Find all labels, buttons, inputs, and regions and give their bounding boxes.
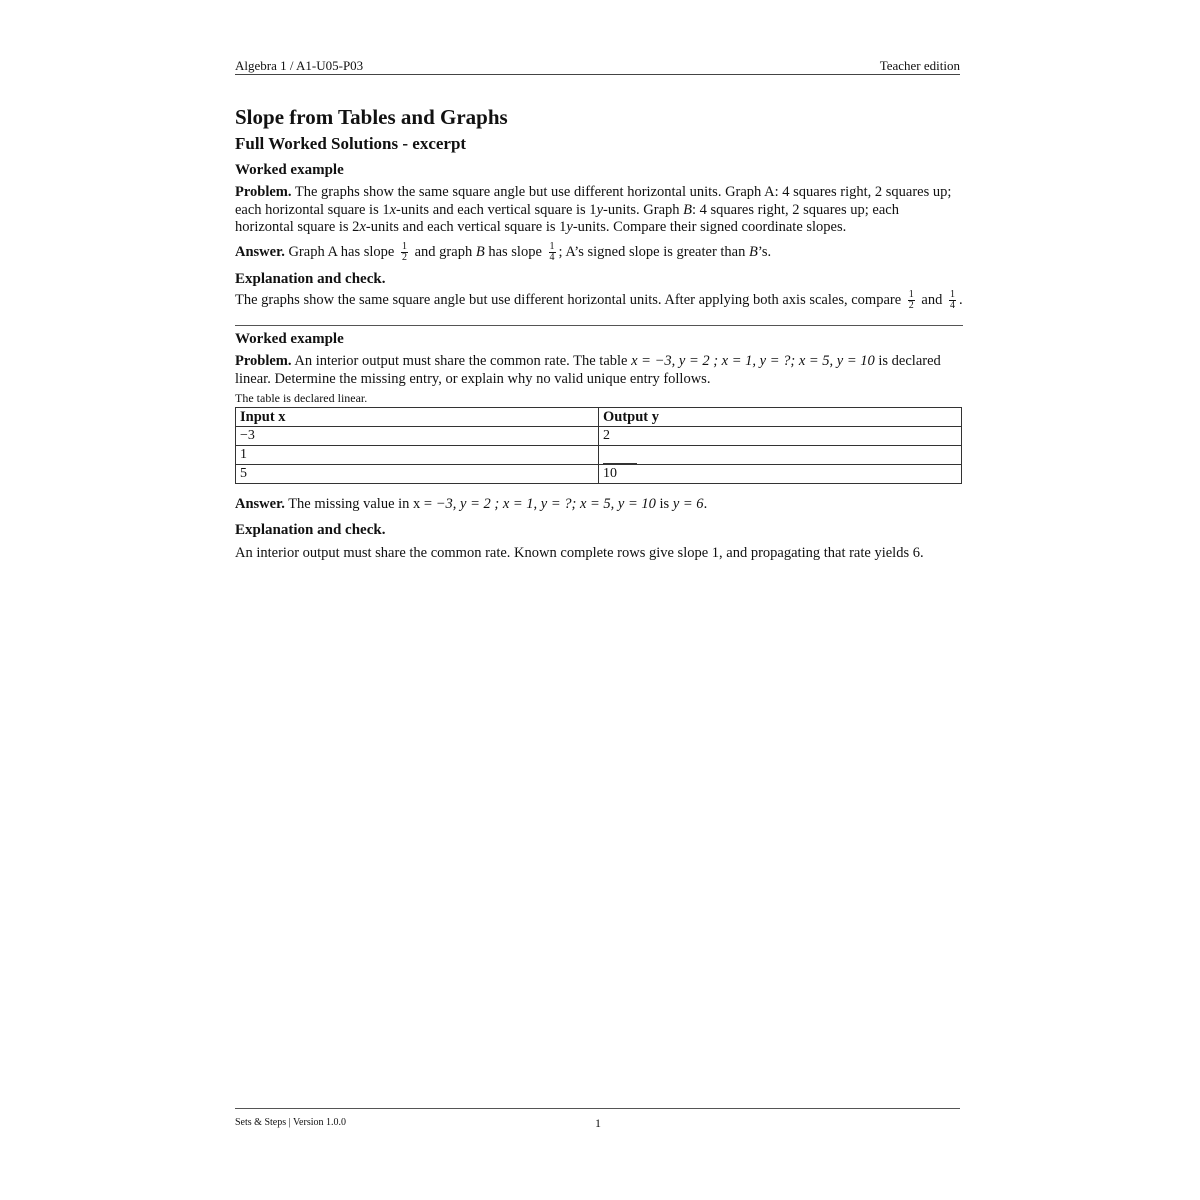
table-cell: 2: [599, 427, 962, 446]
math-var: B: [748, 243, 758, 260]
section-divider: [235, 325, 963, 326]
page-title: Slope from Tables and Graphs: [235, 105, 508, 129]
math-var: B: [683, 201, 692, 218]
math-var: y: [596, 201, 603, 218]
explanation-text: The graphs show the same square angle but use different horizontal units. After applying both axis scales, compare: [235, 291, 902, 308]
explanation-text: An interior output must share the common rate. Known complete rows give slope: [235, 545, 709, 561]
column-header-input: Input x: [236, 408, 599, 427]
numerator: 1: [949, 289, 955, 300]
problem-label: Problem.: [235, 184, 292, 200]
example2-problem: [235, 353, 965, 388]
problem-text: linear. Determine the missing entry, or explain why no valid unique entry follows.: [235, 370, 711, 387]
page-footer: [235, 1108, 960, 1130]
table-cell-missing: [599, 446, 962, 465]
example1-answer: [235, 242, 965, 263]
explanation-text: .: [919, 545, 924, 561]
example2-heading: Worked example: [235, 331, 344, 347]
example1-explanation: [235, 290, 965, 311]
table-cell: 10: [599, 465, 962, 484]
example2-explanation-heading: Explanation and check.: [235, 522, 386, 538]
math-var: B: [475, 243, 485, 260]
answer-label: Answer.: [235, 496, 285, 512]
answer-text: ; A’s signed slope is greater than: [558, 243, 746, 260]
example2-answer: [235, 496, 965, 514]
table-row: [236, 427, 962, 446]
problem-text: horizontal square is 2: [235, 219, 360, 235]
page-number: 1: [595, 1116, 601, 1130]
running-header: [235, 58, 960, 75]
problem-text: -units and each vertical square is 1: [365, 219, 567, 235]
math-expression: −3, y = 2 ; x = 1, y = ?; x = 5, y = 10: [435, 496, 656, 512]
answer-text: The missing value in x =: [288, 496, 433, 512]
problem-line-1: The graphs show the same square angle but use different horizontal units. Graph A: 4 squares right, 2 squares up;: [294, 184, 952, 200]
page-subtitle: Full Worked Solutions - excerpt: [235, 134, 467, 153]
problem-label: Problem.: [235, 353, 292, 369]
table-cell: 5: [236, 465, 599, 484]
answer-label: Answer.: [235, 243, 285, 260]
answer-text: .: [703, 496, 708, 512]
example1-heading: Worked example: [235, 162, 344, 178]
table-row: [236, 465, 962, 484]
problem-text: An interior output must share the common rate. The table: [294, 353, 628, 369]
denominator: 2: [908, 300, 914, 311]
column-header-output: Output y: [599, 408, 962, 427]
edition-label: Teacher edition: [879, 58, 960, 73]
table-row: [236, 446, 962, 465]
problem-text: -units. Compare their signed coordinate slopes.: [572, 219, 847, 235]
math-var: x: [389, 201, 397, 218]
numerator: 1: [549, 241, 555, 252]
example1-explanation-heading: Explanation and check.: [235, 271, 386, 287]
numerator: 1: [908, 289, 914, 300]
denominator: 4: [549, 252, 555, 263]
fraction-one-half: [908, 290, 915, 311]
explanation-text: .: [958, 291, 963, 308]
denominator: 4: [949, 300, 955, 311]
values-table: [235, 407, 962, 484]
table-cell: 1: [236, 446, 599, 465]
problem-text: : 4 squares right, 2 squares up; each: [692, 201, 899, 218]
answer-text: ’s.: [757, 243, 772, 260]
missing-entry-blank: [603, 450, 637, 464]
table-header-row: [236, 408, 962, 427]
math-expression: x = −3, y = 2 ; x = 1, y = ?; x = 5, y = 10: [631, 353, 875, 369]
problem-text: -units and each vertical square is 1: [396, 201, 597, 218]
table-cell: −3: [236, 427, 599, 446]
answer-text: has slope: [488, 243, 542, 260]
table-caption: The table is declared linear.: [235, 391, 368, 405]
example1-problem: [235, 184, 965, 237]
math-expression: y = 6: [672, 496, 704, 512]
fraction-one-half: [401, 242, 408, 263]
fraction-one-quarter: [549, 242, 556, 263]
document-page: [235, 0, 963, 1200]
explanation-text: and: [921, 291, 943, 308]
fraction-one-quarter: [949, 290, 956, 311]
math-value: 1: [711, 545, 720, 561]
problem-text: is declared: [878, 353, 941, 369]
footer-version: Sets & Steps | Version 1.0.0: [235, 1117, 346, 1128]
explanation-text: , and propagating that rate yields: [719, 545, 910, 561]
course-path: Algebra 1 / A1-U05-P03: [235, 58, 364, 73]
answer-text: and graph: [414, 243, 473, 260]
denominator: 2: [402, 252, 407, 263]
math-var: x: [359, 219, 366, 235]
problem-text: each horizontal square is 1: [235, 201, 390, 218]
answer-text: Graph A has slope: [288, 243, 395, 260]
numerator: 1: [402, 241, 407, 252]
example2-explanation: [235, 545, 965, 563]
problem-text: -units. Graph: [603, 201, 684, 218]
answer-text: is: [659, 496, 670, 512]
math-var: y: [566, 219, 573, 235]
math-value: 6: [912, 545, 920, 561]
